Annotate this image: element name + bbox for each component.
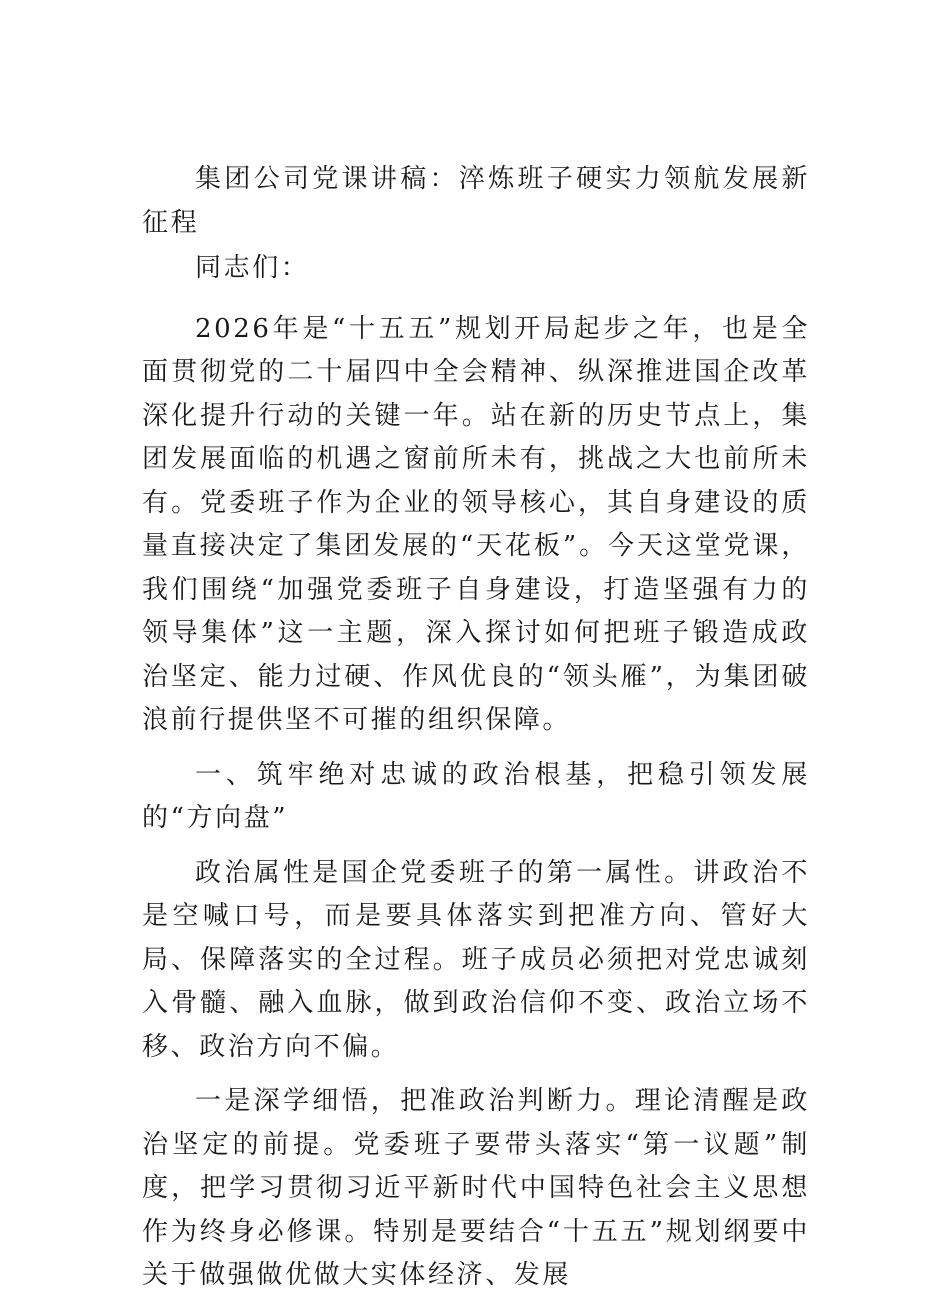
salutation: 同志们： bbox=[195, 253, 310, 283]
section-heading-1: 一、筑牢绝对忠诚的政治根基，把稳引领发展的“方向盘” bbox=[142, 759, 810, 833]
intro-paragraph: 2026年是“十五五”规划开局起步之年，也是全面贯彻党的二十届四中全会精神、纵深推进国企改革深化提升行动的关键一年。站在新的历史节点上，集团发展面临的机遇之窗前所未有，挑战之大也前所未有。党委班子作为企业的领导核心，其自身建设的质量直接决定了集团发展的“天花板”。今天这堂党课，我们围绕“加强党委班子自身建设，打造坚强有力的领导集体”这一主题，深入探讨如何把班子锻造成政治坚定、能力过硬、作风优良的“领头雁”，为集团破浪前行提供坚不可摧的组织保障。 bbox=[142, 313, 810, 735]
section-1-point-1-paragraph: 一是深学细悟，把准政治判断力。理论清醒是政治坚定的前提。党委班子要带头落实“第一议题”制度，把学习贯彻习近平新时代中国特色社会主义思想作为终身必修课。特别是要结合“十五五”规划纲要中关于做强做优做大实体经济、发展 bbox=[142, 1086, 810, 1290]
document-body bbox=[142, 158, 810, 1309]
document-title: 集团公司党课讲稿：淬炼班子硬实力领航发展新征程 bbox=[142, 164, 810, 238]
section-1-paragraph: 政治属性是国企党委班子的第一属性。讲政治不是空喊口号，而是要具体落实到把准方向、管好大局、保障落实的全过程。班子成员必须把对党忠诚刻入骨髓、融入血脉，做到政治信仰不变、政治立场不移、政治方向不偏。 bbox=[142, 857, 810, 1062]
